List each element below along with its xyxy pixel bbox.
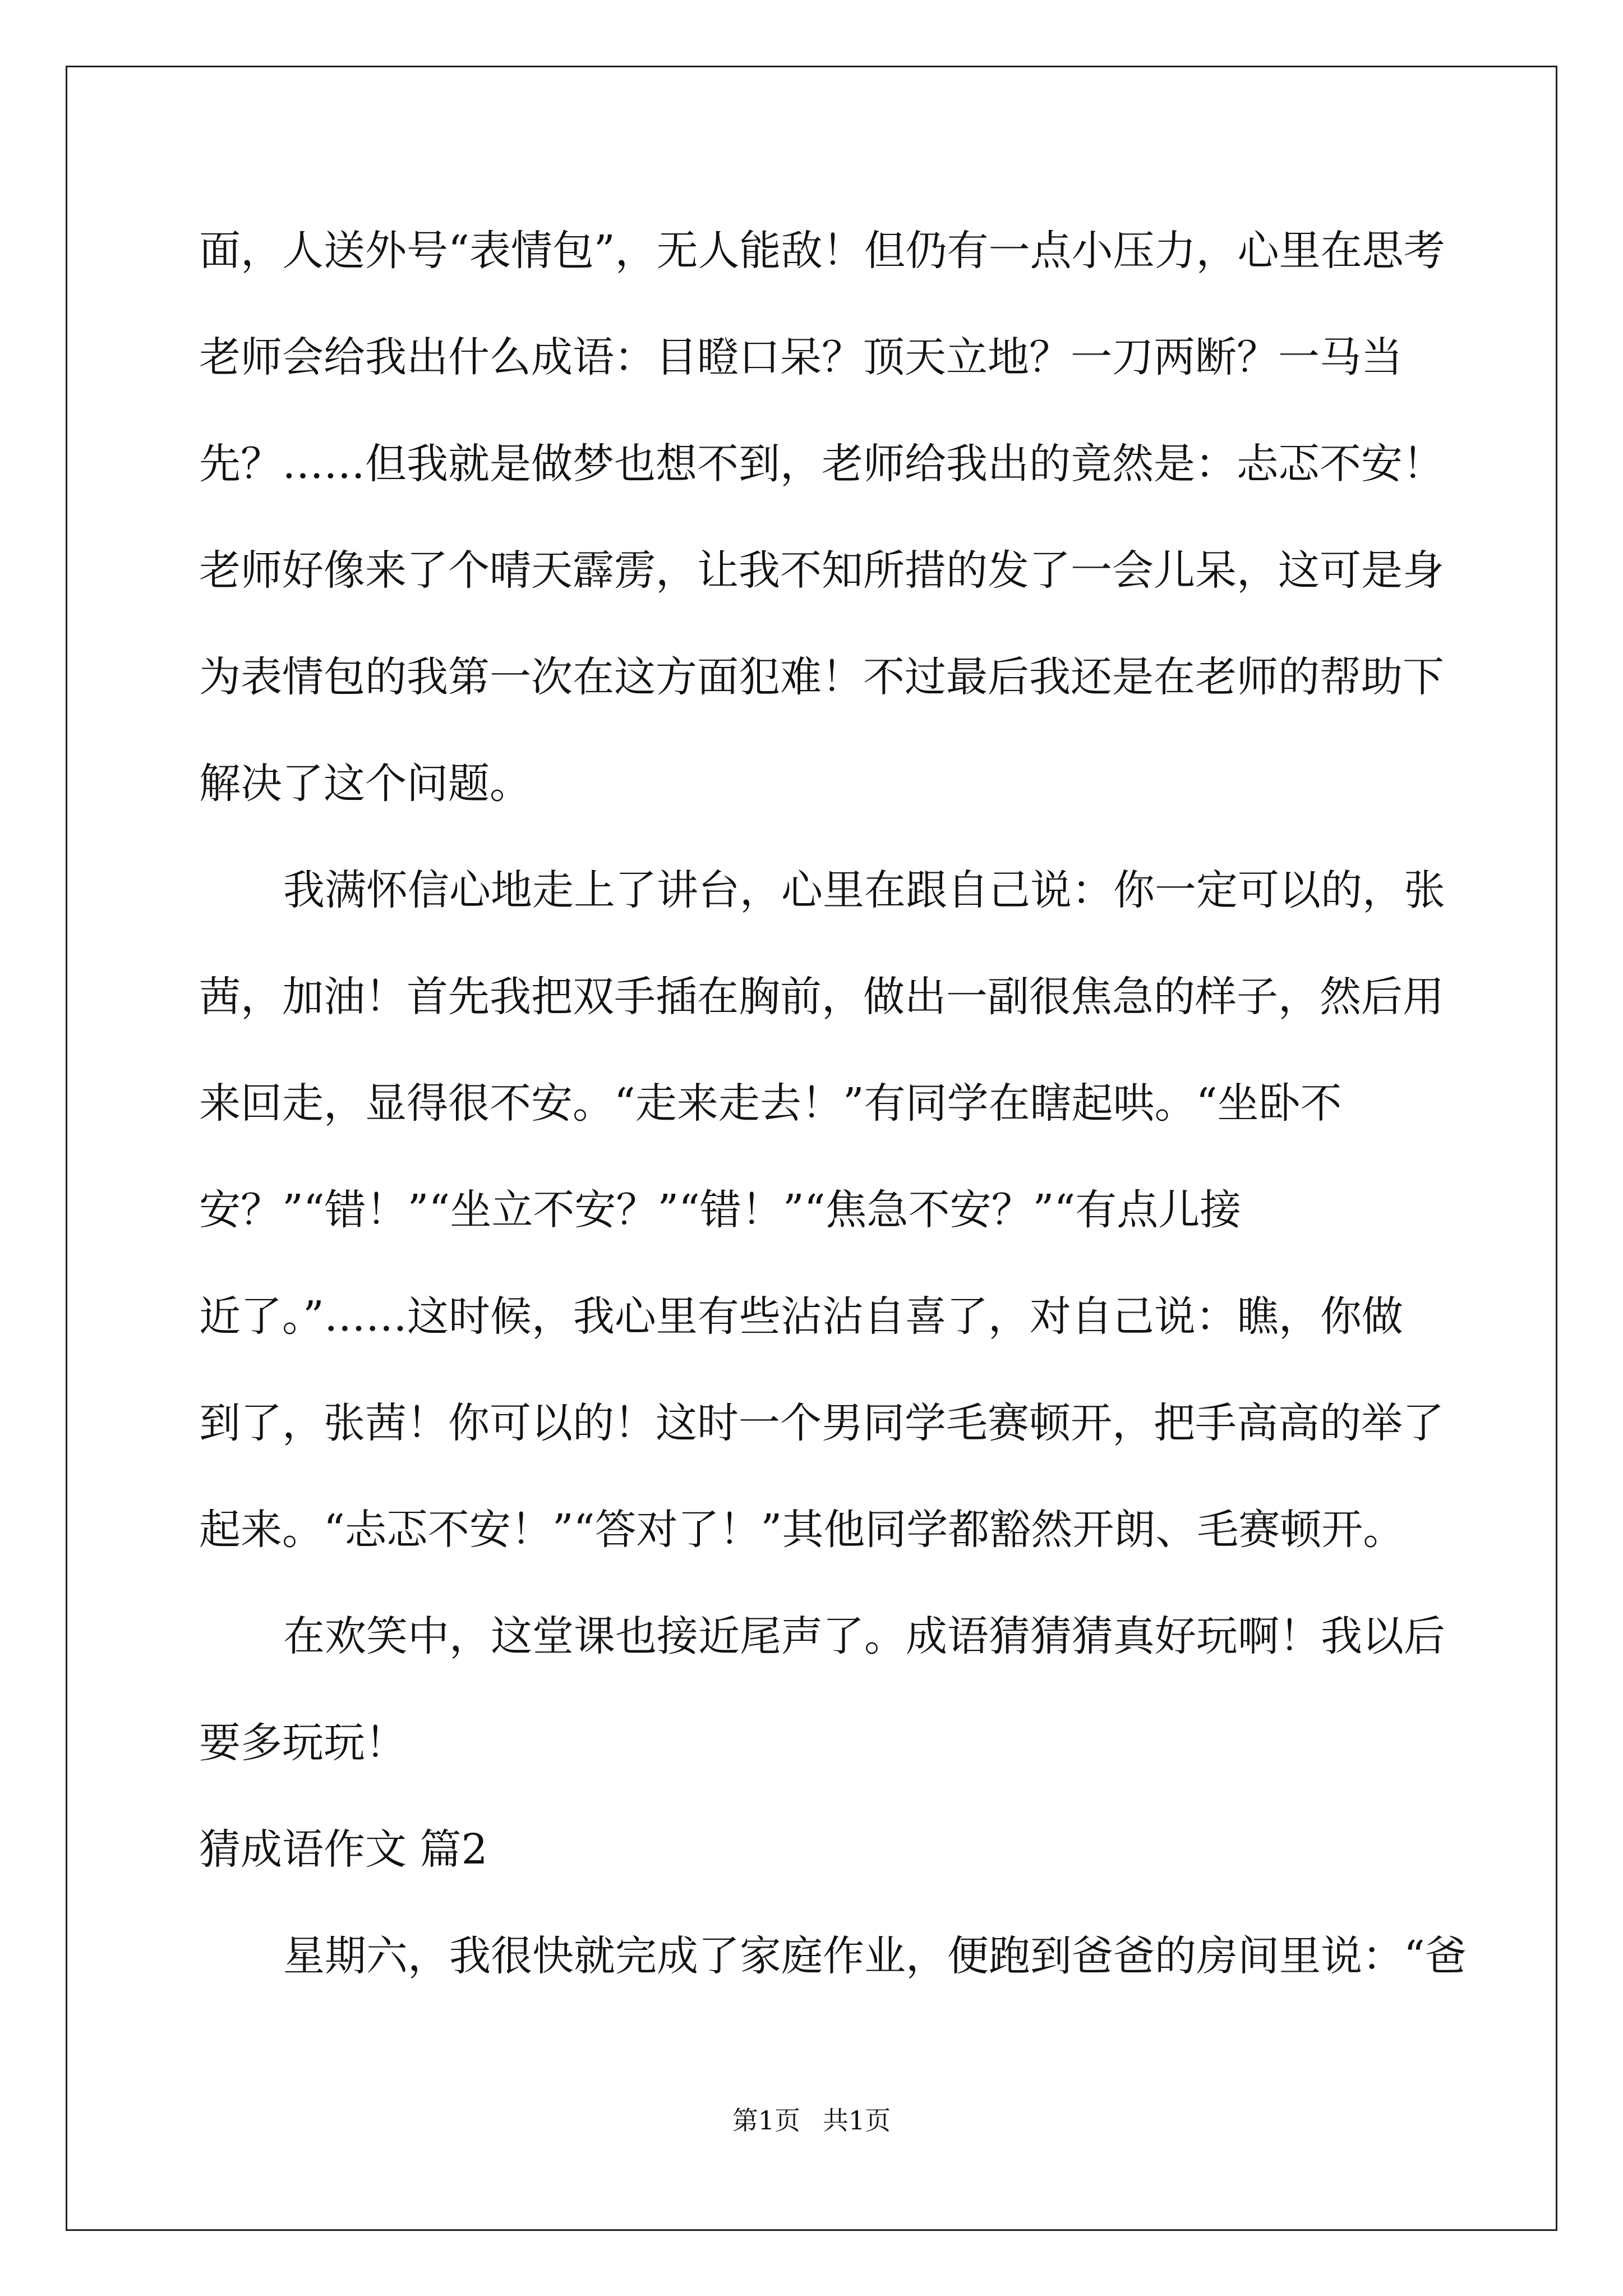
- page-footer: [0, 2104, 1623, 2137]
- text-line: 解决了这个问题。: [199, 760, 531, 808]
- text-line: 茜，加油！首先我把双手插在胸前，做出一副很焦急的样子，然后用: [199, 973, 1444, 1021]
- paragraph-first-line: 星期六，我很快就完成了家庭作业，便跑到爸爸的房间里说：“爸: [283, 1932, 1467, 1980]
- page-number: 第1页: [732, 2105, 800, 2136]
- page-total: 共1页: [823, 2105, 891, 2136]
- paragraph-first-line: 在欢笑中，这堂课也接近尾声了。成语猜猜猜真好玩啊！我以后: [283, 1612, 1445, 1660]
- text-line: 近了。”……这时候，我心里有些沾沾自喜了，对自己说：瞧，你做: [199, 1292, 1403, 1341]
- text-line: 安？”“错！”“坐立不安？”“错！”“焦急不安？”“有点儿接: [199, 1186, 1242, 1234]
- document-body: [199, 197, 1467, 2009]
- paragraph-first-line: 我满怀信心地走上了讲台，心里在跟自己说：你一定可以的，张: [283, 866, 1445, 914]
- text-line: 为表情包的我第一次在这方面犯难！不过最后我还是在老师的帮助下: [199, 653, 1444, 701]
- text-line: 面，人送外号“表情包”，无人能敌！但仍有一点小压力，心里在思考: [199, 227, 1445, 275]
- text-line: 来回走，显得很不安。“走来走去！”有同学在瞎起哄。“坐卧不: [199, 1079, 1342, 1128]
- text-line: 老师会给我出什么成语：目瞪口呆？顶天立地？一刀两断？一马当: [199, 333, 1403, 381]
- text-line: 到了，张茜！你可以的！这时一个男同学毛赛顿开，把手高高的举了: [199, 1399, 1444, 1447]
- section-heading: 猜成语作文 篇2: [199, 1825, 488, 1874]
- text-line: 要多玩玩！: [199, 1719, 407, 1767]
- text-line: 起来。“忐忑不安！”“答对了！”其他同学都豁然开朗、毛赛顿开。: [199, 1506, 1405, 1554]
- text-line: 先？……但我就是做梦也想不到，老师给我出的竟然是：忐忑不安！: [199, 440, 1444, 488]
- text-line: 老师好像来了个晴天霹雳，让我不知所措的发了一会儿呆，这可是身: [199, 546, 1444, 595]
